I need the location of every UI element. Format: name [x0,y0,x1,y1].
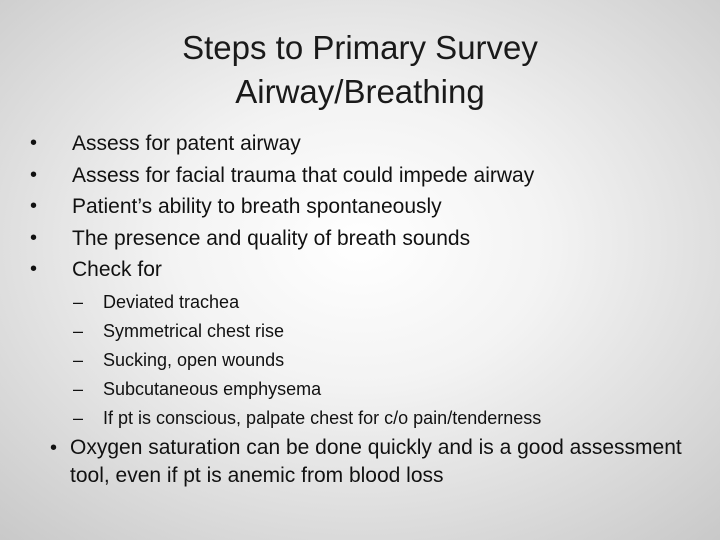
sub-bullet-text: Symmetrical chest rise [103,321,285,341]
dash-marker: – [73,408,84,428]
dash-marker: – [73,379,84,399]
bullet-marker: • [30,163,38,186]
bullet-item [30,128,700,160]
bullet-item [30,191,700,223]
bullet-text: Check for [72,258,162,281]
bullet-item [30,254,700,286]
sub-bullet-item [73,317,703,346]
sub-bullet-text: Sucking, open wounds [103,350,285,370]
sub-bullet-text: Deviated trachea [103,292,240,312]
sub-bullet-item [73,375,703,404]
bullet-item [30,160,700,192]
bullet-item [50,434,690,490]
sub-bullet-text: Subcutaneous emphysema [103,379,322,399]
bullet-text: Assess for patent airway [72,132,301,155]
bullet-list [30,128,700,286]
bullet-marker: • [50,437,58,459]
bullet-text: Patient’s ability to breath spontaneously [72,195,442,218]
slide-title [60,26,660,114]
sub-bullet-list [73,288,703,433]
bullet-item [30,223,700,255]
title-line-1: Steps to Primary Survey [182,29,538,66]
bullet-text: The presence and quality of breath sounds [72,226,471,250]
sub-bullet-item [73,346,703,375]
bullet-text: Assess for facial trauma that could impede airway [72,163,535,187]
dash-marker: – [73,350,84,370]
bullet-text: Oxygen saturation can be done quickly and is a good assessment tool, even if pt is anemic from blood loss [70,436,682,487]
bullet-marker: • [30,226,38,249]
sub-bullet-item [73,288,703,317]
bullet-marker: • [30,132,38,154]
sub-bullet-item [73,404,703,433]
bullet-marker: • [30,258,38,280]
title-line-2: Airway/Breathing [235,73,485,110]
dash-marker: – [73,292,84,312]
dash-marker: – [73,321,84,341]
bullet-marker: • [30,195,38,217]
final-bullet-list [50,434,690,490]
sub-bullet-text: If pt is conscious, palpate chest for c/o pain/tenderness [103,408,542,428]
